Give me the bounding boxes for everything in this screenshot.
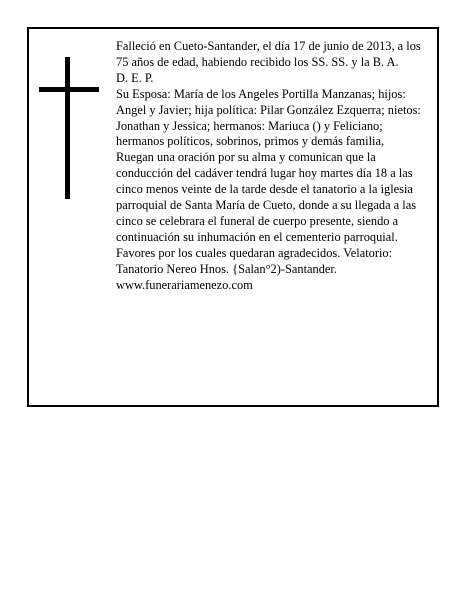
obituary-notice — [27, 27, 439, 407]
funeral-home-website: www.funerariamenezo.com — [116, 277, 253, 292]
funeral-details: Ruegan una oración por su alma y comunican que la conducción del cadáver tendrá lugar hoy martes día 18 a las cinco menos veinte de la tarde desde el tanatorio a la iglesia parroquial de Santa María de Cueto, donde a su llegada a las cinco se celebrara el funeral de cuerpo presente, siendo a continuación su inhumación en el cementerio parroquial. Favores por los cuales quedaran agradecidos. Velatorio: Tanatorio Nereo Hnos. {Salan°2)-Santander. — [116, 150, 417, 276]
notice-text — [116, 39, 432, 294]
cross-icon — [39, 57, 99, 199]
family-list: Su Esposa: María de los Angeles Portilla Manzanas; hijos: Angel y Javier; hija política: Pilar González Ezquerra; nietos: Jonathan y Jessica; hermanos: Mariuca () y Feliciano; hermanos políticos, sobrinos, primos y demás familia, — [116, 86, 421, 149]
rest-in-peace: D. E. P. — [116, 70, 154, 85]
cross-horizontal-bar — [39, 87, 99, 92]
death-announcement: Falleció en Cueto-Santander, el día 17 de junio de 2013, a los 75 años de edad, habiendo recibido los SS. SS. y la B. A. — [116, 39, 421, 69]
cross-vertical-bar — [65, 57, 70, 199]
